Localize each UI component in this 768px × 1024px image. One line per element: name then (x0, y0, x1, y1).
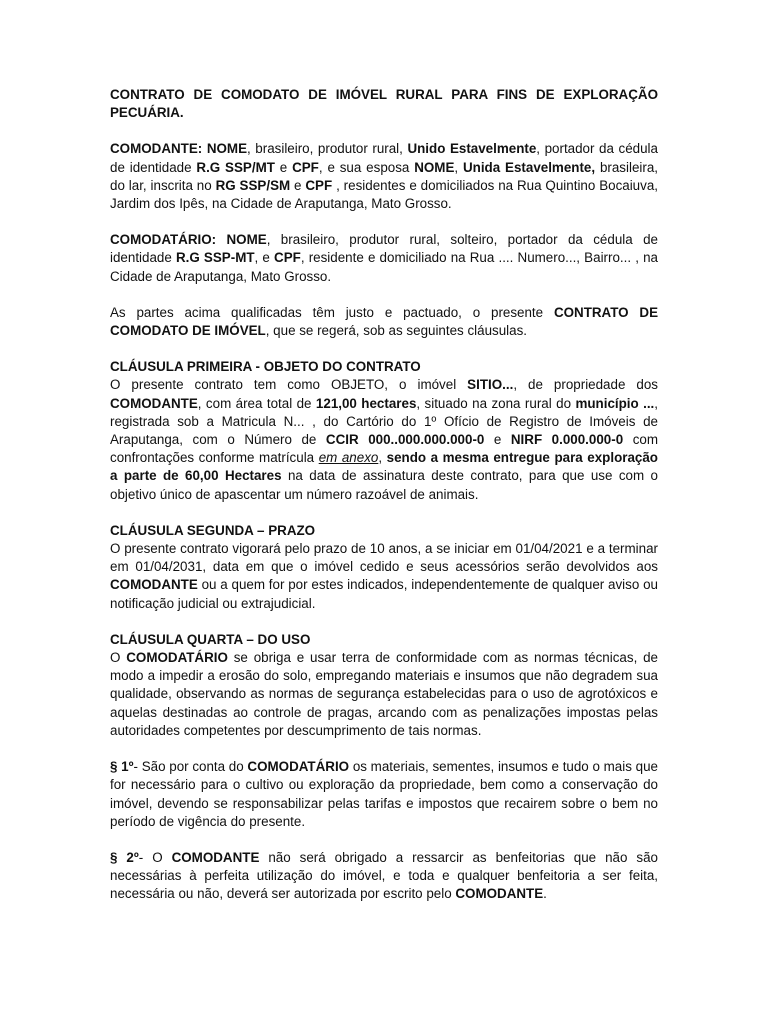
anexo-reference: em anexo (318, 450, 379, 466)
clausula-segunda-text: O presente contrato vigorará pelo prazo de 10 anos, a se iniciar em 01/04/2021 e a terminar em 01/04/2031, data em que o imóvel cedido e seus acessórios serão devolvidos aos COMODANTE ou a quem for por estes indicados, independentemente de qualquer aviso ou notificação judicial ou extrajudicial. (110, 541, 658, 611)
clausula-primeira-heading: CLÁUSULA PRIMEIRA - OBJETO DO CONTRATO (110, 359, 421, 375)
contract-body (110, 86, 658, 904)
comodatario-paragraph: COMODATÁRIO: NOME, brasileiro, produtor rural, solteiro, portador da cédula de identidade R.G SSP-MT, e CPF, residente e domiciliado na Rua .... Numero..., Bairro... , na Cidade de Araputanga, Mato Grosso. (110, 232, 659, 284)
comodante-paragraph: COMODANTE: NOME, brasileiro, produtor rural, Unido Estavelmente, portador da cédula de identidade R.G SSP/MT e CPF, e sua esposa NOME, Unida Estavelmente, brasileira, do lar, inscrita no RG SSP/SM e CPF , residentes e domiciliados na Rua Quintino Bocaiuva, Jardim dos Ipês, na Cidade de Araputanga, Mato Grosso. (110, 141, 658, 212)
contract-title: CONTRATO DE COMODATO DE IMÓVEL RURAL PARA FINS DE EXPLORAÇÃO PECUÁRIA. (110, 87, 658, 121)
clausula-quarta-heading: CLÁUSULA QUARTA – DO USO (110, 631, 311, 647)
paragrafo-primeiro: § 1º- São por conta do COMODATÁRIO os materiais, sementes, insumos e tudo o mais que for necessário para o cultivo ou exploração da propriedade, bem como a conservação do imóvel, devendo se responsabilizar pelas tarifas e impostos que recairem sobre o bem no período de vigência do presente. (110, 759, 658, 829)
clausula-primeira-text: O presente contrato tem como OBJETO, o imóvel SITIO..., de propriedade dos COMODANTE, com área total de 121,00 hectares, situado na zona rural do município ..., registrada sob a Matricula N... , do Cartório do 1º Ofício de Registro de Imóveis de Araputanga, com o Número de CCIR 000..000.000.000-0 e NIRF 0.000.000-0 com confrontações conforme matrícula em anexo, sendo a mesma entregue para exploração a parte de 60,00 Hectares na data de assinatura deste contrato, para que use com o objetivo único de apascentar um número razoável de animais. (110, 377, 659, 502)
clausula-segunda-heading: CLÁUSULA SEGUNDA – PRAZO (110, 522, 316, 538)
paragrafo-segundo: § 2º- O COMODANTE não será obrigado a ressarcir as benfeitorias que não são necessárias à perfeita utilização do imóvel, e toda e qualquer benfeitoria a ser feita, necessária ou não, deverá ser autorizada por escrito pelo COMODANTE. (110, 849, 658, 902)
intro-paragraph: As partes acima qualificadas têm justo e pactuado, o presente CONTRATO DE COMODATO DE IMÓVEL, que se regerá, sob as seguintes cláusulas. (110, 304, 658, 339)
clausula-quarta-text: O COMODATÁRIO se obriga e usar terra de conformidade com as normas técnicas, de modo a impedir a erosão do solo, empregando materiais e insumos que não degradem sua qualidade, observando as normas de segurança estabelecidas para o uso de agrotóxicos e aquelas destinadas ao controle de pragas, arcando com as penalizações impostas pelas autoridades competentes por descumprimento de tais normas. (110, 650, 659, 738)
